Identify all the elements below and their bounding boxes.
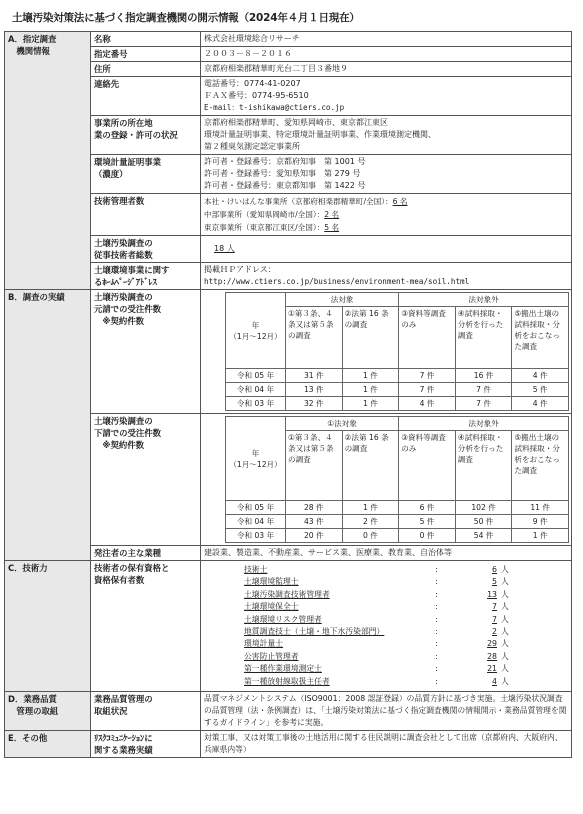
contact-label: 連絡先 [91,77,201,116]
page-title: 土壌汚染対策法に基づく指定調査機関の開示情報（2024年４月１日現在） [12,12,360,24]
table-row [226,397,569,411]
table-row [226,501,569,515]
group-header: 法対象外 [399,417,569,431]
cert-line: 許可者・登録番号：東京都知事 第 1422 号 [204,181,366,190]
section-c-label: C．技術力 [5,561,91,692]
year-cell: 令和 05 年 [226,369,286,383]
table-row [226,383,569,397]
cert-line: 許可者・登録番号：愛知県知事 第 279 号 [204,169,361,178]
list-item: 地質調査技士（土壌・地下水汚染部門） : 2 人 [244,627,509,637]
homepage-label: 土壌環境事業に関す るﾎｰﾑﾍﾟｰｼﾞｱﾄﾞﾚｽ [91,263,201,290]
col-header: ①第３条、４条又は第５条の調査 [286,307,343,369]
fax-number: ＦＡＸ番号：0774-95-6510 [204,91,309,100]
riskcom-label: ﾘｽｸｺﾐｭﾆｹｰｼｮﾝに 関する業務実績 [91,731,201,758]
value-cell: 5 件 [399,515,456,529]
value-cell: 32 件 [286,397,343,411]
value-cell: 1 件 [342,501,399,515]
section-e-label: E．その他 [5,731,91,758]
value-cell: 1 件 [342,397,399,411]
value-cell: 50 件 [455,515,512,529]
list-item: 環境計量士 : 29 人 [244,639,509,649]
homepage-url[interactable]: http://www.ctiers.co.jp/business/environment-mea/soil.html [204,277,470,286]
homepage-value [201,263,572,290]
prime-contract-table [225,292,569,411]
value-cell: 1 件 [342,369,399,383]
cert-label: 環境計量証明事業 （濃度） [91,155,201,194]
table-row [226,529,569,543]
group-header: ①法対象 [286,417,399,431]
number-label: 指定番号 [91,47,201,62]
prime-contract-label: 土壌汚染調査の 元請での受注件数 ※契約件数 [91,290,201,414]
value-cell: 7 件 [455,383,512,397]
value-cell: 1 件 [342,383,399,397]
col-header: ⑤搬出土壌の試料採取・分析をおこなった調査 [512,307,569,369]
list-item: 土壌環境監理士 : 5 人 [244,577,509,587]
value-cell: 16 件 [455,369,512,383]
manager-line: 中部事業所（愛知県岡崎市/全国）：2 名 [204,210,340,219]
office-line: 第２種臭気測定認定事業所 [204,142,300,151]
manager-line: 本社・けいはんな事業所（京都府相楽郡精華町/全国）：6 名 [204,197,408,206]
value-cell: 13 件 [286,383,343,397]
group-header: 法対象外 [399,293,569,307]
col-header: ⑤搬出土壌の試料採取・分析をおこなった調査 [512,431,569,501]
col-header: ③資料等調査のみ [399,431,456,501]
name-value: 株式会社環境総合リサーチ [201,32,572,47]
value-cell: 20 件 [286,529,343,543]
manager-line: 東京事業所（東京都江東区/全国）：5 名 [204,223,340,232]
section-a-label: A．指定調査 機関情報 [5,32,91,290]
office-line: 京都府相楽郡精華町、愛知県岡崎市、東京都江東区 [204,118,388,127]
year-cell: 令和 03 年 [226,397,286,411]
value-cell: 7 件 [399,369,456,383]
year-cell: 令和 04 年 [226,383,286,397]
table-row [226,515,569,529]
col-header: ①第３条、４条又は第５条の調査 [286,431,343,501]
email-address[interactable]: E-mail：t-ishikawa@ctiers.co.jp [204,103,345,112]
value-cell: 4 件 [512,369,569,383]
list-item: 公害防止管理者 : 28 人 [244,651,509,661]
value-cell: 7 件 [399,383,456,397]
quality-label: 業務品質管理の 取組状況 [91,692,201,731]
value-cell: 54 件 [455,529,512,543]
manager-label: 技術管理者数 [91,194,201,236]
manager-count: 6 名 [392,197,408,206]
staff-label: 土壌汚染調査の 従事技術者総数 [91,236,201,263]
value-cell: 4 件 [399,397,456,411]
address-value: 京都府相楽郡精華町光台二丁目３番地９ [201,62,572,77]
col-header: ③資料等調査のみ [399,307,456,369]
qualification-list [201,561,572,692]
table-row [226,369,569,383]
value-cell: 31 件 [286,369,343,383]
office-value [201,116,572,155]
disclosure-page [4,0,579,758]
quality-value: 品質マネジメントシステム（ISO9001：2008 認証登録）の品質方針に基づき実施。土壌汚染状況調査の品質管理（法・条例調査）は、「土壌汚染対策法に基づく指定調査機関の情報開示・業務品質管理を関するガイドライン」を参考に実施。 [201,692,572,731]
client-label: 発注者の主な業種 [91,546,201,561]
section-b-label: B．調査の実績 [5,290,91,561]
list-item: 第一種作業環境測定士 : 21 人 [244,664,509,674]
sub-contract-label: 土壌汚染調査の 下請での受注件数 ※契約件数 [91,414,201,546]
list-item: 土壌環境保全士 : 7 人 [244,602,509,612]
office-label: 事業所の所在地 業の登録・許可の状況 [91,116,201,155]
contact-value [201,77,572,116]
manager-count: 5 名 [324,223,340,232]
number-value: ２００３－８－２０１６ [201,47,572,62]
year-cell: 令和 03 年 [226,529,286,543]
value-cell: 9 件 [512,515,569,529]
name-label: 名称 [91,32,201,47]
list-item: 第一種放射線取扱主任者 : 4 人 [244,676,509,686]
cert-value [201,155,572,194]
client-value: 建設業、製造業、不動産業、サービス業、医療業、教育業、自治体等 [201,546,572,561]
disclosure-table [4,31,572,758]
value-cell: 11 件 [512,501,569,515]
list-item: 技術士 : 6 人 [244,565,509,574]
manager-count: 2 名 [324,210,340,219]
qualification-label: 技術者の保有資格と 資格保有者数 [91,561,201,692]
list-item: 土壌環境リスク管理者 : 7 人 [244,614,509,624]
value-cell: 28 件 [286,501,343,515]
list-item: 土壌汚染調査技術管理者 : 13 人 [244,589,509,599]
staff-count: 18 人 [214,244,235,253]
value-cell: 1 件 [512,529,569,543]
value-cell: 2 件 [342,515,399,529]
sub-contract-table [225,416,569,543]
col-header: ④試料採取・分析を行った調査 [455,431,512,501]
riskcom-value: 対策工事、又は対策工事後の土地活用に関する住民説明に調査会社として出席（京都府内、大阪府内、兵庫県内等） [201,731,572,758]
value-cell: 5 件 [512,383,569,397]
group-header: 法対象 [286,293,399,307]
address-label: 住所 [91,62,201,77]
year-cell: 令和 04 年 [226,515,286,529]
value-cell: 102 件 [455,501,512,515]
sub-contract-cell [201,414,572,546]
value-cell: 7 件 [455,397,512,411]
manager-value [201,194,572,236]
phone-number: 電話番号：0774-41-0207 [204,79,301,88]
col-header: ②法第 16 条の調査 [342,431,399,501]
year-header: 年 （1月～12月） [226,293,286,369]
value-cell: 6 件 [399,501,456,515]
col-header: ②法第 16 条の調査 [342,307,399,369]
year-cell: 令和 05 年 [226,501,286,515]
year-header: 年 （1月～12月） [226,417,286,501]
cert-line: 許可者・登録番号：京都府知事 第 1001 号 [204,157,366,166]
value-cell: 43 件 [286,515,343,529]
section-d-label: D．業務品質 管理の取組 [5,692,91,731]
value-cell: 4 件 [512,397,569,411]
prime-contract-cell [201,290,572,414]
staff-value [201,236,572,263]
homepage-caption: 掲載ＨＰアドレス： [204,265,276,274]
value-cell: 0 件 [342,529,399,543]
value-cell: 0 件 [399,529,456,543]
col-header: ④試料採取・分析を行った調査 [455,307,512,369]
office-line: 環境計量証明事業、特定環境計量証明事業、作業環境測定機関、 [204,130,436,139]
